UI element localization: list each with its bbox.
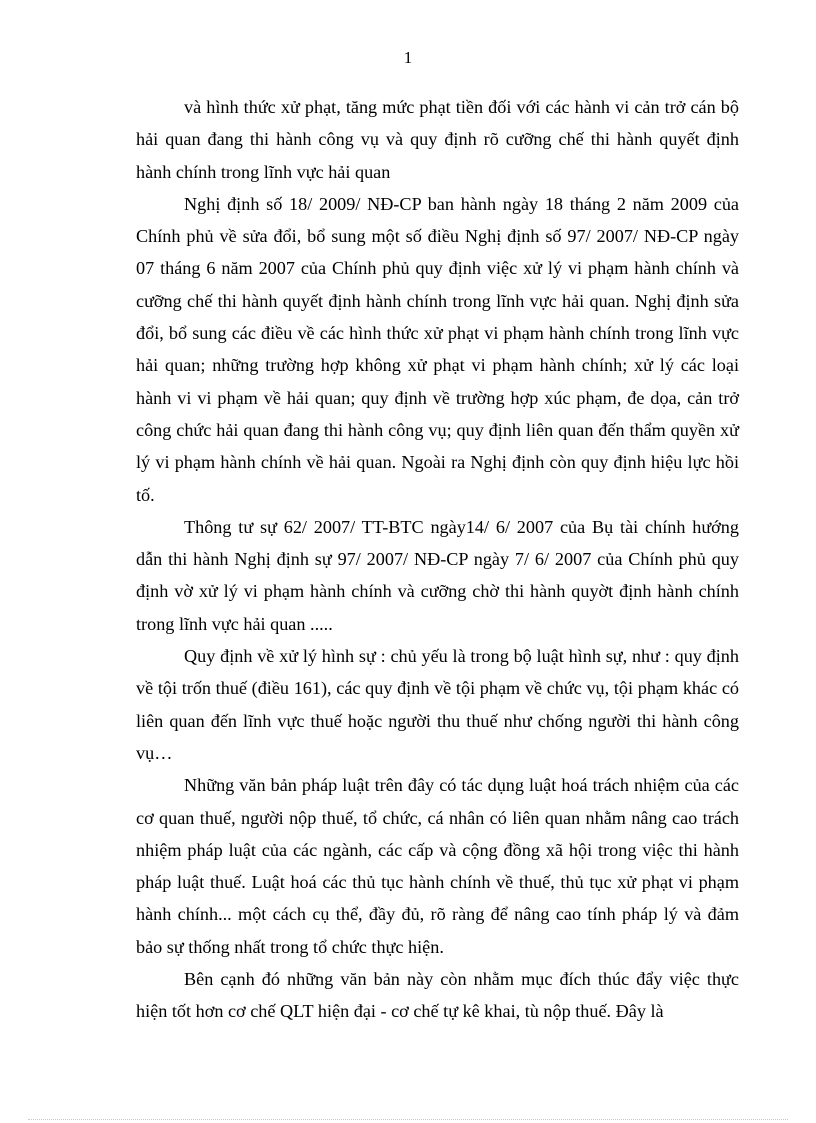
document-body <box>136 91 739 1028</box>
paragraph-decree-18: Nghị định số 18/ 2009/ NĐ-CP ban hành ngày 18 tháng 2 năm 2009 của Chính phủ về sửa đổi, bổ sung một số điều Nghị định số 97/ 2007/ NĐ-CP ngày 07 tháng 6 năm 2007 của Chính phủ quy định việc xử lý vi phạm hành chính và cưỡng chế thi hành quyết định hành chính trong lĩnh vực hải quan. Nghị định sửa đổi, bổ sung các điều về các hình thức xử phạt vi phạm hành chính trong lĩnh vực hải quan; những trường hợp không xử phạt vi phạm hành chính; xử lý các loại hành vi vi phạm về hải quan; quy định về trường hợp xúc phạm, đe dọa, cản trở công chức hải quan đang thi hành công vụ; quy định liên quan đến thẩm quyền xử lý vi phạm hành chính về hải quan. Ngoài ra Nghị định còn quy định hiệu lực hồi tố. <box>136 193 739 505</box>
paragraph-criminal-regulation: Quy định về xử lý hình sự : chủ yếu là trong bộ luật hình sự, như : quy định về tội trốn thuế (điều 161), các quy định về tội phạm về chức vụ, tội phạm khác có liên quan đến lĩnh vực thuế hoặc người thu thuế như chống người thi hành công vụ… <box>136 646 739 763</box>
paragraph-circular-62: Thông tư sự 62/ 2007/ TT-BTC ngày14/ 6/ 2007 của Bụ tài chính hướng dẫn thi hành Nghị định sự 97/ 2007/ NĐ-CP ngày 7/ 6/ 2007 của Chính phủ quy định vờ xử lý vi phạm hành chính và cưỡng chờ thi hành quyờt định hành chính trong lĩnh vực hải quan ..... <box>136 516 739 634</box>
page-bottom-dotted-rule <box>28 1119 788 1120</box>
page-number: 1 <box>403 48 413 67</box>
paragraph-legal-documents: Những văn bản pháp luật trên đây có tác dụng luật hoá trách nhiệm của các cơ quan thuế, người nộp thuế, tổ chức, cá nhân có liên quan nhằm nâng cao trách nhiệm pháp luật của các ngành, các cấp và cộng đồng xã hội trong việc thi hành pháp luật thuế. Luật hoá các thủ tục hành chính về thuế, thủ tục xử phạt vi phạm hành chính... một cách cụ thể, đầy đủ, rõ ràng để nâng cao tính pháp lý và đảm bảo sự thống nhất trong tổ chức thực hiện. <box>136 775 739 957</box>
paragraph-continuation: và hình thức xử phạt, tăng mức phạt tiền đối với các hành vi cản trở cán bộ hải quan đang thi hành công vụ và quy định rõ cưỡng chế thi hành quyết định hành chính trong lĩnh vực hải quan <box>136 97 739 182</box>
paragraph-besides: Bên cạnh đó những văn bản này còn nhằm mục đích thúc đẩy việc thực hiện tốt hơn cơ chế QLT hiện đại - cơ chế tự kê khai, tù nộp thuế. Đây là <box>136 969 739 1022</box>
